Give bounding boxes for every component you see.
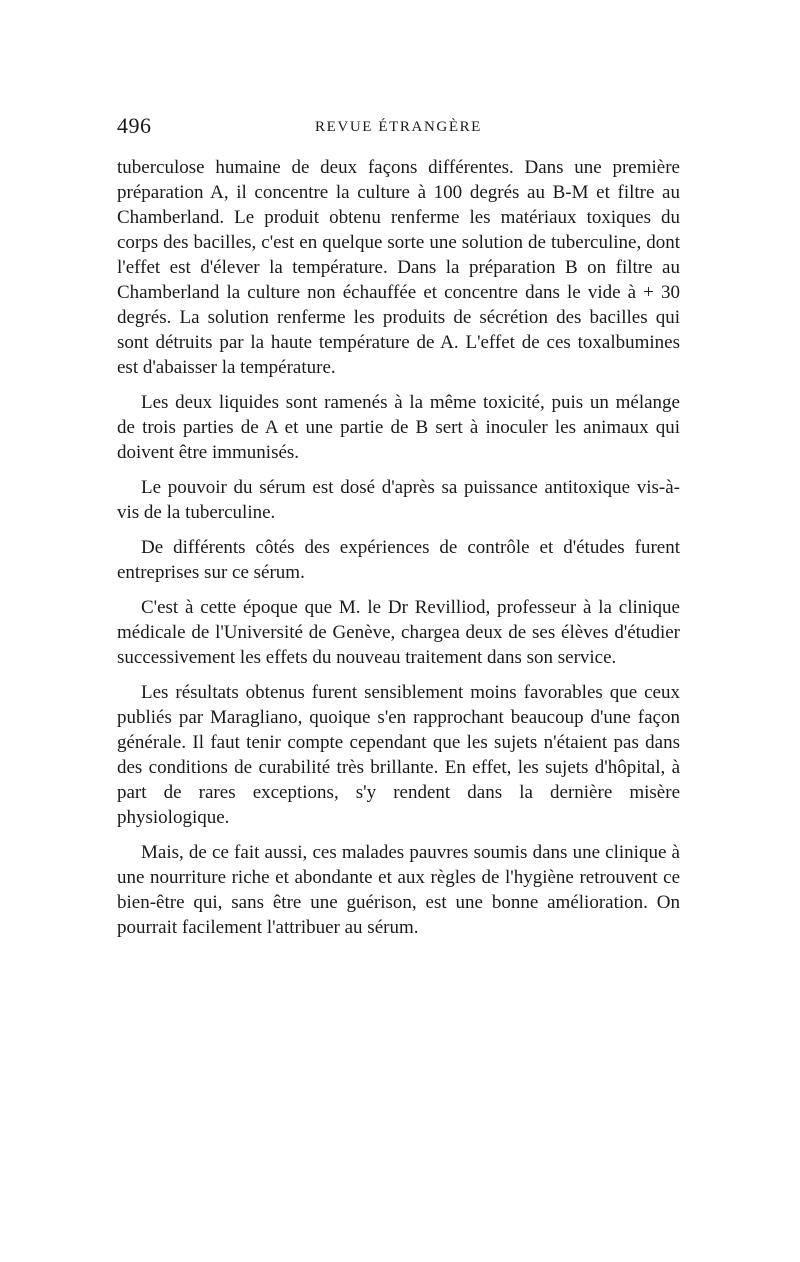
- body-text: [117, 155, 680, 940]
- running-title: REVUE ÉTRANGÈRE: [315, 119, 482, 135]
- paragraph-5: C'est à cette époque que M. le Dr Revilliod, professeur à la clinique médicale de l'Université de Genève, chargea deux de ses élèves d'étudier successivement les effets du nouveau traitement dans son service.: [117, 597, 680, 668]
- paragraph-1: tuberculose humaine de deux façons différentes. Dans une première préparation A, il concentre la culture à 100 degrés au B-M et filtre au Chamberland. Le produit obtenu renferme les matériaux toxiques du corps des bacilles, c'est en quelque sorte une solution de tuberculine, dont l'effet est d'élever la température. Dans la préparation B on filtre au Chamberland la culture non échauffée et concentre dans le vide à + 30 degrés. La solution renferme les produits de sécrétion des bacilles qui sont détruits par la haute température de A. L'effet de ces toxalbumines est d'abaisser la température.: [117, 157, 680, 378]
- paragraph-4: De différents côtés des expériences de contrôle et d'études furent entreprises sur ce sérum.: [117, 537, 680, 583]
- paragraph-6: Les résultats obtenus furent sensiblement moins favorables que ceux publiés par Maragliano, quoique s'en rapprochant beaucoup d'une façon générale. Il faut tenir compte cependant que les sujets n'étaient pas dans des conditions de curabilité très brillante. En effet, les sujets d'hôpital, à part de rares exceptions, s'y rendent dans la dernière misère physiologique.: [117, 682, 680, 828]
- page-number: 496: [117, 113, 152, 138]
- paragraph-3: Le pouvoir du sérum est dosé d'après sa puissance antitoxique vis-à-vis de la tuberculine.: [117, 477, 680, 523]
- paragraph-2: Les deux liquides sont ramenés à la même toxicité, puis un mélange de trois parties de A et une partie de B sert à inoculer les animaux qui doivent être immunisés.: [117, 392, 680, 463]
- paragraph-7: Mais, de ce fait aussi, ces malades pauvres soumis dans une clinique à une nourriture riche et abondante et aux règles de l'hygiène retrouvent ce bien-être qui, sans être une guérison, est une bonne amélioration. On pourrait facilement l'attribuer au sérum.: [117, 842, 680, 938]
- running-head: [117, 113, 680, 143]
